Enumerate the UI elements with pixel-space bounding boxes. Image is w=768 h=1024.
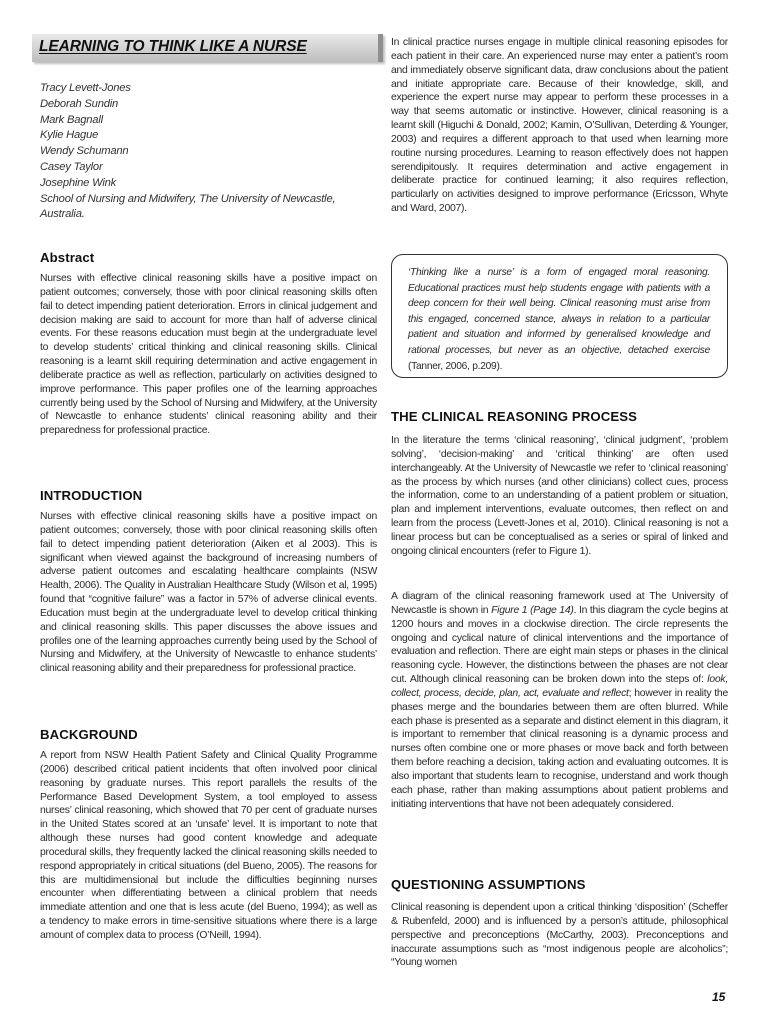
clinical-reasoning-heading: THE CLINICAL REASONING PROCESS bbox=[391, 409, 638, 424]
author-line: Wendy Schumann bbox=[40, 145, 129, 158]
figure-reference: Figure 1 (Page 14) bbox=[491, 604, 574, 616]
author-line: Tracy Levett-Jones bbox=[40, 82, 131, 94]
pull-quote bbox=[408, 265, 710, 374]
author-line: School of Nursing and Midwifery, The University of Newcastle, bbox=[40, 192, 336, 205]
abstract-heading: Abstract bbox=[40, 250, 95, 265]
article-title: LEARNING TO THINK LIKE A NURSE bbox=[39, 38, 307, 55]
author-line: Casey Taylor bbox=[40, 160, 103, 173]
author-list bbox=[40, 81, 370, 223]
author-line: Mark Bagnall bbox=[40, 113, 103, 126]
author-line: Deborah Sundin bbox=[40, 97, 119, 110]
intro-continued-text: In clinical practice nurses engage in multiple clinical reasoning episodes for each patient in their care. An experienced nurse may enter a patient’s room and immediately observe significant data, draw conclusions about the patient and initiate appropriate care. Because of their knowledge, skill, and experience the expert nurse may appear to perform these processes in a way that seems automatic or instinctive. However, clinical reasoning is a learnt skill (Higuchi & Donald, 2002; Kamin, O’Sullivan, Deterding & Younger, 2003) and requires a different approach to that used when learning more routine nursing procedures. Learning to reason effectively does not happen serendipitously. It requires determination and active engagement in deliberate practice for continued learning; it also requires reflection, particularly on activities designed to improve performance (Ericsson, Whyte and Ward, 2007). bbox=[391, 37, 728, 215]
pull-quote-citation: (Tanner, 2006, p.209). bbox=[408, 360, 503, 372]
questioning-heading: QUESTIONING ASSUMPTIONS bbox=[391, 877, 586, 892]
background-heading: BACKGROUND bbox=[40, 727, 138, 742]
reasoning-steps: look, collect, process, decide, plan, act, evaluate and reflect bbox=[391, 674, 728, 699]
pull-quote-text: ‘Thinking like a nurse’ is a form of engaged moral reasoning. Educational practices must help students engage with patients with a deep concern for their well being. Clinical reasoning must arise from this engaged, concerned stance, always in relation to a particular patient and situation and informed by generalised knowledge and rational processes, but never as an objective, detached exercise bbox=[408, 267, 710, 356]
introduction-text: Nurses with effective clinical reasoning skills have a positive impact on patient outcomes; conversely, those with poor clinical reasoning skills often fail to detect impending patient deterioration (Aiken et al 2003). This is significant when viewed against the background of increasing numbers of adverse patient outcomes and escalating healthcare complaints (NSW Health, 2006). The Quality in Australian Healthcare Study (Wilson et al, 1995) found that “cognitive failure” was a factor in 57% of adverse clinical events. Education must begin at the undergraduate level to develop critical thinking and clinical reasoning skills. This paper discusses the above issues and profiles one of the learning approaches currently being used by the School of Nursing and Midwifery, at the University of Newcastle to enhance students’ clinical reasoning ability and their preparedness for professional practice. bbox=[40, 511, 377, 675]
abstract-text: Nurses with effective clinical reasoning skills have a positive impact on patient outcomes; conversely, those with poor clinical reasoning skills often fail to detect impending patient deterioration. Errors in clinical judgement and decision making are said to account for more than half of adverse clinical events. For these reasons education must begin at the undergraduate level to develop students’ critical thinking and clinical reasoning skills. Clinical reasoning is a learnt skill requiring determination and active engagement in deliberate practice as well as reflection, particularly on activities designed to improve performance. This paper profiles one of the learning approaches currently being used by the School of Nursing and Midwifery, at the University of Newcastle to enhance students’ clinical reasoning ability and their preparedness for professional practice. bbox=[40, 273, 377, 437]
background-text: A report from NSW Health Patient Safety and Clinical Quality Programme (2006) described critical patient incidents that often involved poor clinical reasoning by graduate nurses. This report parallels the results of the Performance Based Development System, a tool employed to assess nurses’ clinical reasoning, which showed that 70 per cent of graduate nurses in the United States scored at an ‘unsafe’ level. It is important to note that although these nurses had good content knowledge and adequate procedural skills, they frequently lacked the clinical reasoning skills needed to respond appropriately in critical situations (del Bueno, 2005). The reasons for this are multidimensional but include the difficulties beginning nurses encounter when differentiating between a clinical problem that needs immediate attention and one that is less acute (del Bueno, 1994); as well as a tendency to make errors in time-sensitive situations where there is a large amount of complex data to process (O’Neill, 1994). bbox=[40, 750, 377, 941]
author-line: Josephine Wink bbox=[40, 176, 117, 189]
author-line: Australia. bbox=[40, 208, 85, 221]
para2-part-b: . In this diagram the cycle begins at 1200 hours and moves in a clockwise direction. The circle represents the ongoing and cyclical nature of clinical interventions and the importance of evaluation and reflection. There are eight main steps or phases in the clinical reasoning cycle. However, the distinctions between the phases are not clear cut. Although clinical reasoning can be broken down into the steps of: bbox=[391, 604, 728, 686]
para2-part-c: ; however in reality the phases merge and the boundaries between them are often blurred. While each phase is presented as a separate and distinct element in this diagram, it is important to remember that clinical reasoning is a dynamic process and nurses often combine one or more phases or move back and forth between them before reaching a decision, taking action and evaluating outcomes. It is also important that students learn to recognise, understand and work though each phase, rather than making assumptions about patient problems and initiating interventions that have not been adequately considered. bbox=[391, 687, 728, 810]
pull-quote-box bbox=[391, 254, 728, 378]
clinical-reasoning-para-2 bbox=[391, 590, 728, 812]
introduction-heading: INTRODUCTION bbox=[40, 488, 143, 503]
clinical-reasoning-para-1: In the literature the terms ‘clinical reasoning’, ‘clinical judgment’, ‘problem solving’, ‘decision-making’ and ‘critical thinking’ are often used interchangeably. At the University of Newcastle we refer to ‘clinical reasoning’ as the process by which nurses (and other clinicians) collect cues, process the information, come to an understanding of a patient problem or situation, plan and implement interventions, evaluate outcomes, then reflect on and learn from the process (Levett-Jones et al, 2010). Clinical reasoning is not a linear process but can be conceptualised as a series or spiral of linked and ongoing clinical encounters (refer to Figure 1). bbox=[391, 435, 728, 557]
para2-part-a: A diagram of the clinical reasoning framework used at The University of Newcastle is shown in bbox=[391, 591, 728, 616]
author-line: Kylie Hague bbox=[40, 129, 99, 142]
questioning-text: Clinical reasoning is dependent upon a critical thinking ‘disposition’ (Scheffer & Rubenfeld, 2000) and is influenced by a person’s attitude, philosophical perspective and preconceptions (McCarthy, 2003). Preconceptions and inaccurate assumptions such as “most indigenous people are alcoholics”; “Young women bbox=[391, 902, 728, 969]
page-number: 15 bbox=[712, 990, 726, 1004]
title-banner bbox=[32, 34, 383, 62]
